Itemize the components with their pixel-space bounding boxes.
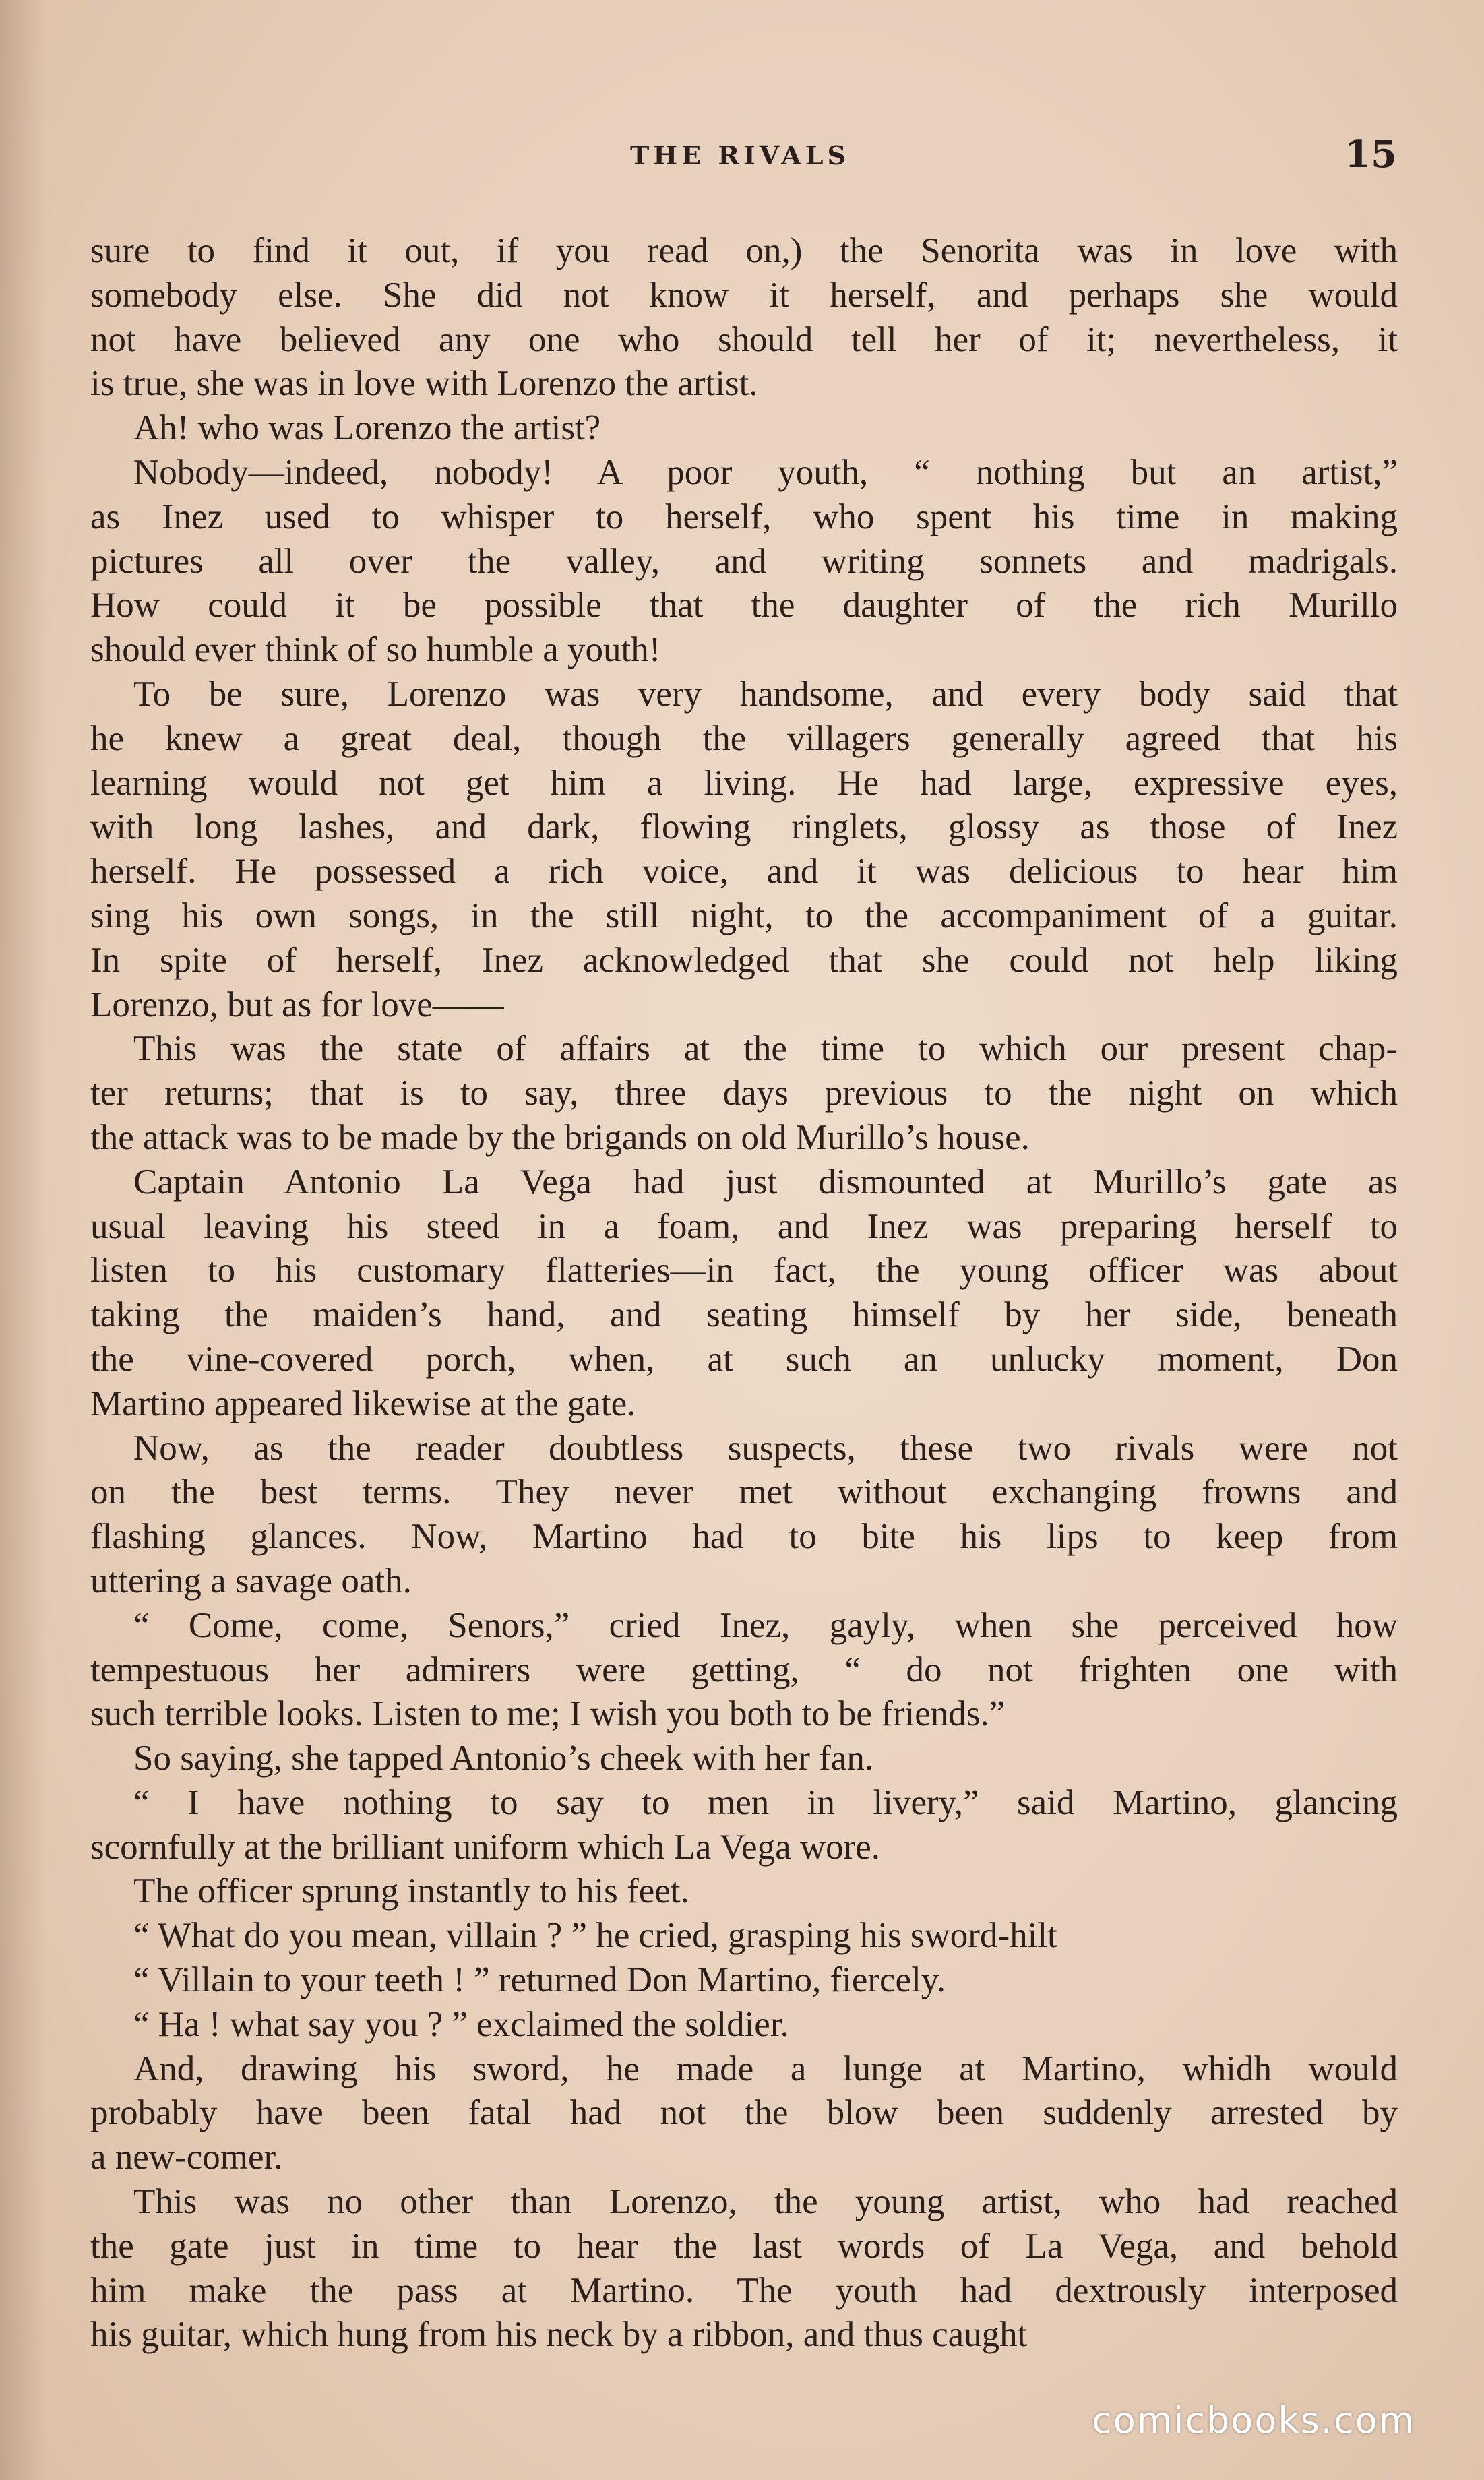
watermark: comicbooks.com: [1092, 2399, 1416, 2442]
page-header: [0, 132, 1484, 179]
text-line: Now, as the reader doubtless suspects, these two rivals were not: [133, 1428, 1398, 1468]
text-line: probably have been fatal had not the blow been suddenly arrested by: [90, 2093, 1398, 2133]
text-line: herself. He possessed a rich voice, and it was delicious to hear him: [90, 852, 1398, 892]
paragraph: [90, 1914, 1398, 1958]
paragraph: [90, 1160, 1398, 1427]
text-line: Captain Antonio La Vega had just dismounted at Murillo’s gate as: [133, 1162, 1398, 1202]
text-line: usual leaving his steed in a foam, and Inez was preparing herself to: [90, 1206, 1398, 1246]
text-line: “ Ha ! what say you ? ” exclaimed the soldier.: [133, 2004, 789, 2044]
text-line: a new-comer.: [90, 2138, 283, 2177]
text-line: such terrible looks. Listen to me; I wish you both to be friends.”: [90, 1694, 1006, 1734]
paragraph: [90, 1869, 1398, 1914]
paragraph: [90, 1737, 1398, 1781]
paragraph: [90, 2047, 1398, 2180]
text-line: The officer sprung instantly to his feet.: [133, 1871, 689, 1911]
text-line: In spite of herself, Inez acknowledged that she could not help liking: [90, 940, 1398, 980]
text-line: So saying, she tapped Antonio’s cheek with her fan.: [133, 1739, 874, 1778]
paragraph: [90, 406, 1398, 451]
text-line: the attack was to be made by the brigands on old Murillo’s house.: [90, 1117, 1030, 1157]
text-line: Lorenzo, but as for love——: [90, 985, 504, 1024]
text-line: should ever think of so humble a youth!: [90, 630, 661, 670]
running-head: THE RIVALS: [630, 140, 850, 170]
page-fold-shadow: [0, 0, 47, 2480]
text-line: ter returns; that is to say, three days previous to the night on which: [90, 1074, 1398, 1113]
text-line: taking the maiden’s hand, and seating himself by her side, beneath: [90, 1295, 1398, 1335]
paragraph: [90, 451, 1398, 673]
text-line: he knew a great deal, though the villagers generally agreed that his: [90, 718, 1398, 758]
text-line: the vine-covered porch, when, at such an unlucky moment, Don: [90, 1339, 1398, 1379]
text-line: his guitar, which hung from his neck by a ribbon, and thus caught: [90, 2315, 1028, 2355]
text-line: uttering a savage oath.: [90, 1561, 412, 1601]
text-line: sing his own songs, in the still night, to the accompaniment of a guitar.: [90, 896, 1398, 935]
paragraph: [90, 1427, 1398, 1604]
text-line: This was no other than Lorenzo, the young artist, who had reached: [133, 2182, 1398, 2222]
text-line: To be sure, Lorenzo was very handsome, and every body said that: [133, 674, 1398, 714]
text-line: tempestuous her admirers were getting, “ do not frighten one with: [90, 1650, 1398, 1690]
paragraph: [90, 1604, 1398, 1737]
text-line: “ I have nothing to say to men in livery,” said Martino, glancing: [133, 1782, 1398, 1822]
text-line: listen to his customary flatteries—in fact, the young officer was about: [90, 1251, 1398, 1291]
text-line: “ What do you mean, villain ? ” he cried, grasping his sword-hilt: [133, 1916, 1057, 1956]
text-line: sure to find it out, if you read on,) the Senorita was in love with: [90, 231, 1398, 270]
text-line: How could it be possible that the daughter of the rich Murillo: [90, 586, 1398, 625]
paragraph: [90, 1958, 1398, 2003]
text-line: pictures all over the valley, and writing sonnets and madrigals.: [90, 541, 1398, 581]
text-line: on the best terms. They never met without exchanging frowns and: [90, 1472, 1398, 1512]
text-line: Nobody—indeed, nobody! A poor youth, “ nothing but an artist,”: [133, 452, 1398, 492]
paragraph: [90, 2003, 1398, 2047]
paragraph: [90, 1781, 1398, 1870]
text-line: as Inez used to whisper to herself, who spent his time in making: [90, 497, 1398, 536]
text-line: is true, she was in love with Lorenzo the artist.: [90, 364, 758, 404]
text-line: flashing glances. Now, Martino had to bite his lips to keep from: [90, 1517, 1398, 1557]
text-line: “ Villain to your teeth ! ” returned Don Martino, fiercely.: [133, 1960, 946, 2000]
text-line: learning would not get him a living. He had large, expressive eyes,: [90, 763, 1398, 803]
text-line: Ah! who was Lorenzo the artist?: [133, 408, 601, 448]
text-line: Martino appeared likewise at the gate.: [90, 1384, 636, 1423]
text-line: not have believed any one who should tell her of it; nevertheless, it: [90, 319, 1398, 359]
text-line: scornfully at the brilliant uniform which La Vega wore.: [90, 1827, 881, 1867]
paragraph: [90, 229, 1398, 406]
text-line: somebody else. She did not know it herself, and perhaps she would: [90, 275, 1398, 315]
page-number: 15: [1344, 132, 1397, 177]
text-line: This was the state of affairs at the time to which our present chap-: [133, 1029, 1398, 1069]
paragraph: [90, 1027, 1398, 1160]
paragraph: [90, 2180, 1398, 2357]
text-line: him make the pass at Martino. The youth had dextrously interposed: [90, 2270, 1398, 2310]
paragraph: [90, 673, 1398, 1027]
text-line: with long lashes, and dark, flowing ringlets, glossy as those of Inez: [90, 807, 1398, 847]
text-line: “ Come, come, Senors,” cried Inez, gayly, when she perceived how: [133, 1605, 1398, 1645]
text-line: the gate just in time to hear the last words of La Vega, and behold: [90, 2226, 1398, 2266]
text-line: And, drawing his sword, he made a lunge at Martino, whidh would: [133, 2049, 1398, 2088]
body-text: [90, 229, 1398, 2357]
